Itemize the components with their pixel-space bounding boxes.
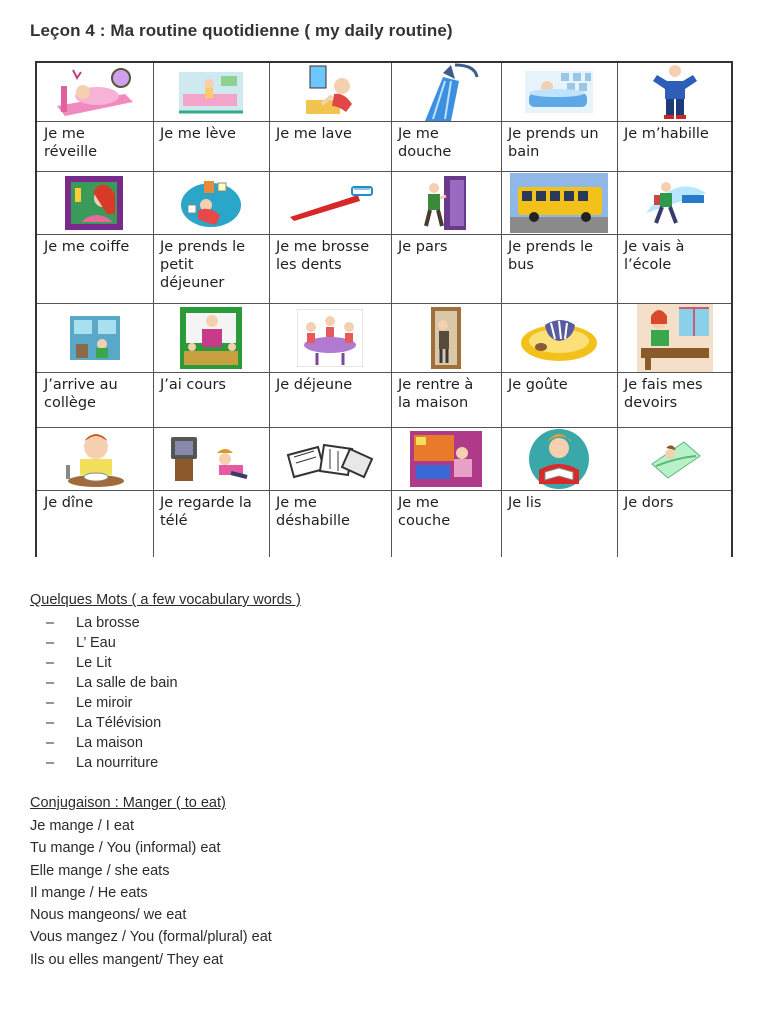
- list-item: [46, 613, 178, 633]
- routine-label: J’ai cours: [160, 377, 226, 393]
- routine-cell: [269, 171, 391, 303]
- arriving-school-icon: [37, 303, 153, 372]
- vocab-word: Le Lit: [76, 655, 112, 671]
- getting-up-icon: [153, 63, 269, 121]
- routine-cell: [501, 303, 617, 427]
- school-bus-icon: [501, 171, 617, 234]
- list-item: [46, 673, 178, 693]
- routine-label: Je regarde la télé: [160, 495, 252, 529]
- toothbrush-icon: [269, 171, 391, 234]
- conjugation-heading: Conjugaison : Manger ( to eat): [30, 795, 226, 811]
- vocab-word: La Télévision: [76, 715, 162, 731]
- routine-label: Je déjeune: [276, 377, 353, 393]
- vocab-word: Le miroir: [76, 695, 133, 711]
- routine-label: Je prends le bus: [508, 239, 594, 273]
- vocab-list: [46, 613, 178, 773]
- dash-bullet: –: [46, 675, 55, 691]
- vocab-word: La brosse: [76, 615, 140, 631]
- routine-cell: [269, 303, 391, 427]
- conjugation-line: Ils ou elles mangent/ They eat: [30, 951, 224, 968]
- homework-desk-icon: [617, 303, 733, 372]
- reading-book-icon: [501, 427, 617, 490]
- dash-bullet: –: [46, 715, 55, 731]
- dash-bullet: –: [46, 695, 55, 711]
- conjugation-line: Tu mange / You (informal) eat: [30, 840, 221, 857]
- routine-label: Je me couche: [398, 495, 451, 529]
- routine-cell: [501, 171, 617, 303]
- routine-cell: [617, 63, 733, 171]
- bedroom-icon: [391, 427, 501, 490]
- routine-cell: [153, 427, 269, 557]
- routine-cell: [617, 171, 733, 303]
- lunch-table-icon: [269, 303, 391, 372]
- walking-to-school-icon: [617, 171, 733, 234]
- clothes-pile-icon: [269, 427, 391, 490]
- conjugation-line: Je mange / I eat: [30, 818, 134, 834]
- hair-brushing-icon: [37, 171, 153, 234]
- page-title: Leçon 4 : Ma routine quotidienne ( my daily routine): [30, 21, 453, 40]
- routine-label: Je me réveille: [44, 126, 98, 160]
- dash-bullet: –: [46, 635, 55, 651]
- conjugation-line: Il mange / He eats: [30, 884, 148, 901]
- routine-cell: [269, 63, 391, 171]
- list-item: [46, 653, 178, 673]
- routine-cell: [269, 427, 391, 557]
- routine-cell: [501, 63, 617, 171]
- routine-cell: [391, 63, 501, 171]
- routine-label: Je fais mes devoirs: [624, 377, 703, 411]
- conjugation-line: Nous mangeons/ we eat: [30, 907, 187, 924]
- routine-label: Je me coiffe: [44, 239, 130, 255]
- shower-icon: [391, 63, 501, 121]
- vocab-heading: Quelques Mots ( a few vocabulary words ): [30, 592, 301, 608]
- bathtub-icon: [501, 63, 617, 121]
- routine-cell: [153, 63, 269, 171]
- routine-cell: [501, 427, 617, 557]
- conjugation-list: [30, 815, 272, 971]
- dinner-icon: [37, 427, 153, 490]
- routine-cell: [37, 427, 153, 557]
- routine-cell: [153, 303, 269, 427]
- routine-label: J’arrive au collège: [44, 377, 118, 411]
- routine-cell: [391, 427, 501, 557]
- snack-plate-icon: [501, 303, 617, 372]
- routine-cell: [37, 63, 153, 171]
- tv-watching-icon: [153, 427, 269, 490]
- list-item: [46, 753, 178, 773]
- list-item: [46, 693, 178, 713]
- routine-label: Je me lève: [160, 126, 236, 142]
- routine-table: [35, 61, 733, 557]
- conjugation-line: Vous mangez / You (formal/plural) eat: [30, 929, 272, 946]
- routine-label: Je me lave: [276, 126, 352, 142]
- classroom-icon: [153, 303, 269, 372]
- routine-label: Je goûte: [508, 377, 568, 393]
- routine-label: Je lis: [508, 495, 542, 511]
- dash-bullet: –: [46, 735, 55, 751]
- routine-label: Je vais à l’école: [624, 239, 685, 273]
- house-door-icon: [391, 303, 501, 372]
- routine-label: Je pars: [398, 239, 448, 255]
- list-item: [46, 733, 178, 753]
- vocab-word: La nourriture: [76, 755, 159, 771]
- sleeping-icon: [617, 427, 733, 490]
- alarm-clock-bed-icon: [37, 63, 153, 121]
- vocab-word: La maison: [76, 735, 143, 751]
- list-item: [46, 633, 178, 653]
- routine-label: Je me douche: [398, 126, 452, 160]
- routine-label: Je me déshabille: [276, 495, 350, 529]
- routine-cell: [391, 303, 501, 427]
- breakfast-icon: [153, 171, 269, 234]
- routine-label: Je prends un bain: [508, 126, 599, 160]
- routine-label: Je dors: [624, 495, 674, 511]
- dash-bullet: –: [46, 655, 55, 671]
- conjugation-line: Elle mange / she eats: [30, 862, 170, 879]
- leaving-door-icon: [391, 171, 501, 234]
- vocab-word: La salle de bain: [76, 675, 178, 691]
- vocab-word: L’ Eau: [76, 635, 116, 651]
- routine-cell: [617, 427, 733, 557]
- routine-label: Je me brosse les dents: [276, 239, 370, 273]
- washing-icon: [269, 63, 391, 121]
- dash-bullet: –: [46, 615, 55, 631]
- routine-label: Je m’habille: [624, 126, 709, 142]
- routine-cell: [617, 303, 733, 427]
- routine-cell: [391, 171, 501, 303]
- routine-label: Je prends le petit déjeuner: [160, 239, 246, 291]
- dash-bullet: –: [46, 755, 55, 771]
- routine-cell: [37, 171, 153, 303]
- routine-cell: [37, 303, 153, 427]
- dressing-icon: [617, 63, 733, 121]
- routine-label: Je rentre à la maison: [398, 377, 474, 411]
- list-item: [46, 713, 178, 733]
- routine-cell: [153, 171, 269, 303]
- routine-label: Je dîne: [44, 495, 94, 511]
